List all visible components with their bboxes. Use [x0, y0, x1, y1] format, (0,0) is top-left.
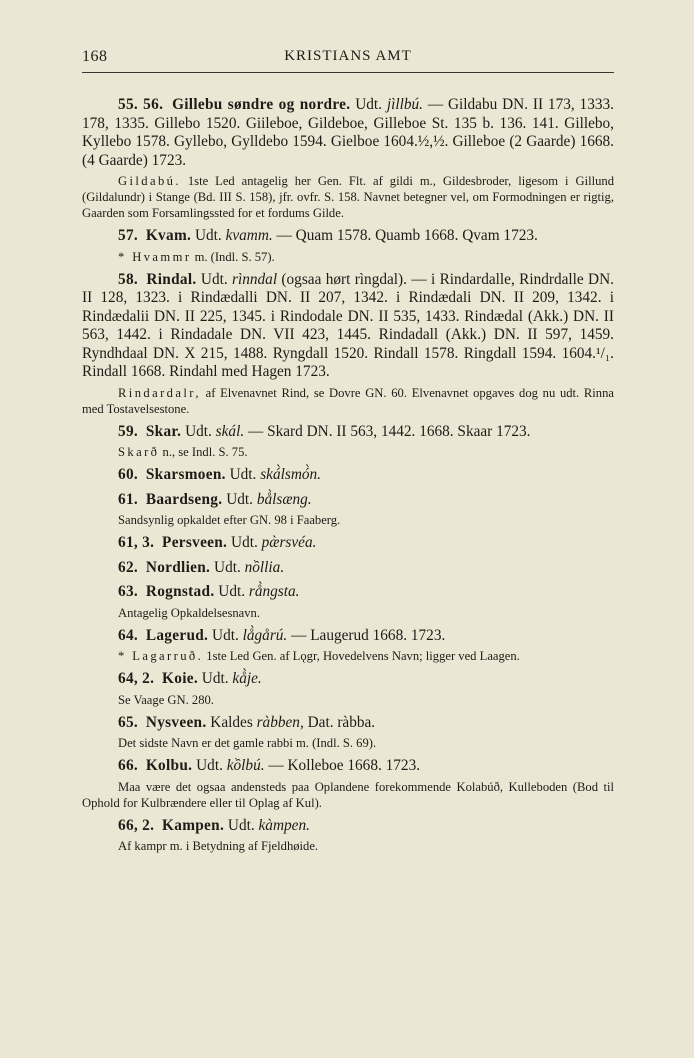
- entry-main: [82, 534, 614, 553]
- farm-name: Rindal.: [146, 270, 197, 288]
- entry-label: Udt.: [214, 558, 245, 576]
- entry-number: 57.: [118, 227, 139, 244]
- historical-forms: — Kolleboe 1668. 1723.: [264, 757, 421, 774]
- entry-main: [82, 466, 614, 485]
- pronunciation: skál.: [215, 422, 245, 440]
- note-text: af Elvenavnet Rind, se Dovre GN. 60. Elvenavnet opgaves dog nu udt. Rinna med Tostavelsestone.: [82, 385, 614, 416]
- note-text: m. (Indl. S. 57).: [191, 249, 275, 264]
- entry-note: [82, 735, 614, 751]
- entry-number: 61.: [118, 490, 139, 508]
- entry-number: 64, 2.: [118, 670, 155, 687]
- pronunciation: ràbben,: [256, 713, 304, 731]
- historical-forms: — Laugerud 1668. 1723.: [287, 626, 446, 644]
- page-header: [82, 48, 614, 72]
- entry-number: 62.: [118, 558, 139, 576]
- entry-number: 61, 3.: [118, 534, 155, 551]
- entry-57: [82, 227, 614, 265]
- entry-label: Udt.: [227, 816, 259, 834]
- farm-name: Koie.: [162, 670, 198, 687]
- entry-number: 66.: [118, 757, 139, 774]
- pronunciation: jìllbú.: [386, 96, 423, 113]
- entry-note: [82, 779, 614, 811]
- entry-number: 58.: [118, 270, 139, 288]
- note-text: Af kampr m. i Betydning af Fjeldhøide.: [118, 839, 319, 853]
- entry-66: [82, 757, 614, 811]
- note-text: Se Vaage GN. 280.: [118, 692, 214, 707]
- entry-note: [82, 173, 614, 221]
- note-text: 1ste Led Gen. af Lǫgr, Hovedelvens Navn; ligger ved Laagen.: [203, 649, 520, 663]
- entry-number: 65.: [118, 713, 139, 731]
- pronunciation: lå̀gårú.: [242, 626, 288, 644]
- entry-main: [82, 714, 614, 733]
- pronunciation: bå̀lsæng.: [256, 490, 312, 508]
- entry-58: [82, 271, 614, 417]
- entry-main: [82, 627, 614, 646]
- entry-62: [82, 559, 614, 578]
- pronunciation: kồlbú.: [226, 757, 265, 774]
- farm-name: Nysveen.: [145, 713, 207, 731]
- pronunciation: ská̀lsmó̀n.: [260, 466, 321, 483]
- pronunciation: rå̀ngsta.: [248, 583, 300, 600]
- etymon: * Lagarruð.: [118, 649, 204, 663]
- farm-name: Kampen.: [162, 816, 225, 834]
- entry-main: [82, 227, 614, 246]
- pronunciation: kå̀je.: [232, 670, 262, 687]
- entry-number: 59.: [118, 422, 139, 440]
- entry-number: 63.: [118, 583, 139, 600]
- entry-59: [82, 423, 614, 461]
- running-head: KRISTIANS AMT: [284, 48, 412, 64]
- entry-label: Udt.: [226, 490, 257, 508]
- entry-66-2: [82, 817, 614, 855]
- entry-main: [82, 423, 614, 442]
- entry-note: [82, 385, 614, 417]
- entry-label: Udt.: [229, 466, 261, 483]
- entry-main: [82, 96, 614, 170]
- pronunciation: nồllia.: [244, 558, 285, 576]
- etymon: Skarð: [118, 445, 160, 459]
- entry-label: Udt.: [218, 583, 249, 600]
- farm-name: Kolbu.: [145, 757, 193, 774]
- note-text: 1ste Led antagelig her Gen. Flt. af gildi m., Gildesbroder, ligesom i Gillund (Gildalundr) i Stange (Bd. III S. 158), jfr. ovfr. S. 158. Navnet betegner vel, om Formodningen er rigtig, Gaarden som Forsamlingssted for et fordums Gilde.: [82, 174, 614, 220]
- entry-label: Kaldes: [210, 713, 257, 731]
- entry-label: Udt.: [200, 270, 233, 288]
- historical-forms: — Quam 1578. Quamb 1668. Qvam 1723.: [272, 227, 538, 244]
- entry-note: [82, 444, 614, 460]
- entry-55-56: [82, 96, 614, 221]
- entry-note: [82, 692, 614, 708]
- historical-forms: Dat. ràbba.: [303, 713, 376, 731]
- entry-label: Udt.: [196, 757, 227, 774]
- entry-label: Udt.: [201, 670, 233, 687]
- entry-note: [82, 838, 614, 854]
- farm-name: Nordlien.: [145, 558, 211, 576]
- note-text: n., se Indl. S. 75.: [159, 445, 248, 459]
- farm-name: Baardseng.: [145, 490, 223, 508]
- entry-61: [82, 491, 614, 529]
- entry-note: [82, 512, 614, 528]
- entry-main: [82, 817, 614, 836]
- entry-label: Udt.: [231, 534, 262, 551]
- entry-number: 60.: [118, 466, 139, 483]
- entry-main: [82, 757, 614, 776]
- entry-number: 64.: [118, 626, 139, 644]
- pronunciation: kvamm.: [225, 227, 273, 244]
- pronunciation: pæ̀rsvéa.: [261, 534, 317, 551]
- entry-main: [82, 559, 614, 578]
- farm-name: Rognstad.: [145, 583, 215, 600]
- entry-label: Udt.: [355, 96, 387, 113]
- pronunciation: rìnndal: [232, 270, 278, 288]
- entry-label: Udt.: [185, 422, 216, 440]
- entry-note: [82, 249, 614, 265]
- historical-forms: (ogsaa hørt rìngdal). — i Rindardalle, Rindrdalle DN. II 128, 1323. i Rindædalli DN. II 207, 1342. i Rindædali DN. II 209, 1342. i Rindædalii DN. II 225, 1345. i Rindodale DN. II 535, 1433. Rindædal (Akk.) DN. II 563, 1442. i Rindadale DN. VII 423, 1445. Rindadall (Akk.) DN. II 597, 1459. Ryndhdaal DN. X 215, 1488. Ryngdall 1520. Rindall 1578. Ringdall 1594. 1604.¹/₁. Rindall 1668. Rindahl med Hagen 1723.: [82, 270, 614, 380]
- entry-60: [82, 466, 614, 485]
- etymon: * Hvammr: [118, 249, 192, 264]
- entry-main: [82, 670, 614, 689]
- entry-64: [82, 627, 614, 665]
- entry-63: [82, 583, 614, 621]
- farm-name: Gillebu søndre og nordre.: [172, 96, 351, 113]
- entry-main: [82, 271, 614, 382]
- pronunciation: kàmpen.: [258, 816, 310, 834]
- note-text: Maa være det ogsaa andensteds paa Oplandene forekommende Kolabúð, Kulleboden (Bod til Ophold for Kulbrændere eller til Oplag af Kul).: [82, 779, 614, 810]
- farm-name: Skar.: [145, 422, 182, 440]
- entry-number: 55. 56.: [118, 96, 164, 113]
- historical-forms: — Skard DN. II 563, 1442. 1668. Skaar 1723.: [244, 422, 531, 440]
- entry-main: [82, 583, 614, 602]
- entry-number: 66, 2.: [118, 816, 155, 834]
- entry-64-2: [82, 670, 614, 708]
- entry-label: Udt.: [212, 626, 243, 644]
- entry-note: [82, 648, 614, 664]
- entry-main: [82, 491, 614, 510]
- etymon: Rindardalr,: [118, 385, 201, 400]
- entry-note: [82, 605, 614, 621]
- entry-label: Udt.: [194, 227, 226, 244]
- entries-list: [82, 96, 614, 860]
- farm-name: Skarsmoen.: [145, 466, 226, 483]
- historical-forms: — Gildabu DN. II 173, 1333. 178, 1335. Gillebo 1520. Giileboe, Gildeboe, Gilleboe St. 135 b. 136. 141. Gillebo, Kyllebo 1578. Gyllebo, Gylldebo 1594. Gielboe 1604.½,½. Gilleboe (2 Gaarde) 1668. (4 Gaarde) 1723.: [82, 96, 614, 169]
- note-text: Antagelig Opkaldelsesnavn.: [118, 605, 260, 620]
- entry-65: [82, 714, 614, 752]
- note-text: Det sidste Navn er det gamle rabbi m. (Indl. S. 69).: [118, 736, 377, 750]
- farm-name: Lagerud.: [145, 626, 209, 644]
- header-rule: [82, 72, 614, 73]
- farm-name: Persveen.: [162, 534, 228, 551]
- farm-name: Kvam.: [145, 227, 192, 244]
- note-text: Sandsynlig opkaldet efter GN. 98 i Faaberg.: [118, 513, 341, 527]
- entry-61-3: [82, 534, 614, 553]
- etymon: Gildabú.: [118, 174, 181, 188]
- page-number: 168: [82, 48, 108, 65]
